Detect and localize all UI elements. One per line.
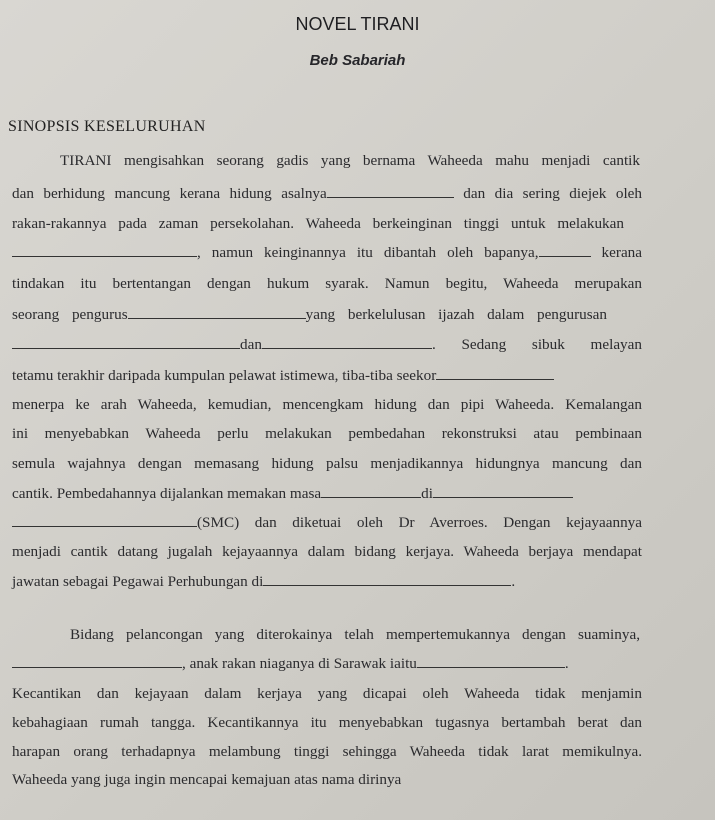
synopsis-line [12,367,642,385]
line-text: menerpa ke arah Waheeda, kemudian, mencengkam hidung dan pipi Waheeda. Kemalangan [12,396,642,413]
fill-blank[interactable] [12,244,197,257]
fill-blank[interactable] [417,655,565,668]
line-text: , namun keinginannya itu dibantah oleh bapanya, [197,244,539,261]
fill-blank[interactable] [12,514,197,527]
line-text: (SMC) dan diketuai oleh Dr Averroes. Dengan kejayaannya [197,514,642,531]
line-text: . [511,573,516,590]
synopsis-line [12,336,642,354]
document-title: NOVEL TIRANI [295,14,420,34]
synopsis-line [12,455,642,473]
synopsis-line [12,685,642,703]
line-text: . [564,655,569,672]
line-text: Bidang pelancongan yang diterokainya telah mempertemukannya dengan suaminya, [70,626,640,643]
line-text: kerana [601,244,643,261]
line-text: TIRANI mengisahkan seorang gadis yang bernama Waheeda mahu menjadi cantik [60,152,640,169]
section-heading: SINOPSIS KESELURUHAN [8,118,206,135]
fill-blank[interactable] [12,655,182,668]
line-text: seorang pengurus [12,306,128,323]
fill-blank[interactable] [433,485,573,498]
fill-blank[interactable] [327,185,454,198]
line-text: harapan orang terhadapnya melambung tinggi sehingga Waheeda tidak larat memikulnya. [12,743,642,760]
line-text: dan [240,336,262,353]
author-name: Beb Sabariah [309,52,406,69]
synopsis-line [12,306,607,324]
synopsis-line [12,244,642,262]
line-text: Kecantikan dan kejayaan dalam kerjaya yang dicapai oleh Waheeda tidak menjamin [12,685,642,702]
line-text: kebahagiaan rumah tangga. Kecantikannya itu menyebabkan tugasnya bertambah berat dan [12,714,642,731]
line-text: tindakan itu bertentangan dengan hukum syarak. Namun begitu, Waheeda merupakan [12,275,642,292]
line-text: semula wajahnya dengan memasang hidung palsu menjadikannya hidungnya mancung dan [12,455,642,472]
fill-blank[interactable] [539,244,591,257]
synopsis-line [12,185,642,203]
line-text: di [421,485,433,502]
fill-blank[interactable] [12,336,240,349]
synopsis-line [12,425,642,443]
fill-blank[interactable] [263,573,511,586]
synopsis-line [12,514,642,532]
line-text: yang berkelulusan ijazah dalam pengurusan [305,306,607,323]
synopsis-line [12,485,642,503]
fill-blank[interactable] [128,306,306,319]
synopsis-line [12,543,642,561]
synopsis-line [12,771,642,789]
fill-blank[interactable] [321,485,421,498]
line-text: dan dia sering diejek oleh [463,185,643,202]
synopsis-line [12,275,642,293]
line-text: ini menyebabkan Waheeda perlu melakukan pembedahan rekonstruksi atau pembinaan [12,425,642,442]
line-text: jawatan sebagai Pegawai Perhubungan di [12,573,264,590]
line-text: tetamu terakhir daripada kumpulan pelawat istimewa, tiba-tiba seekor [12,367,437,384]
synopsis-line [70,626,640,644]
line-text: , anak rakan niaganya di Sarawak iaitu [182,655,417,672]
synopsis-line [12,215,624,233]
line-text: cantik. Pembedahannya dijalankan memakan masa [12,485,322,502]
synopsis-line [12,714,642,732]
fill-blank[interactable] [436,367,554,380]
line-text: dan berhidung mancung kerana hidung asalnya [12,185,327,202]
line-text: . Sedang sibuk melayan [431,336,642,353]
fill-blank[interactable] [262,336,432,349]
line-text: Waheeda yang juga ingin mencapai kemajuan atas nama dirinya [12,771,402,788]
synopsis-line [12,743,642,761]
synopsis-line [12,655,642,673]
synopsis-line [12,396,642,414]
line-text: rakan-rakannya pada zaman persekolahan. Waheeda berkeinginan tinggi untuk melakukan [12,215,624,232]
synopsis-line [12,573,642,591]
line-text: menjadi cantik datang jugalah kejayaannya dalam bidang kerjaya. Waheeda berjaya mendapat [12,543,642,560]
synopsis-line [60,152,640,170]
